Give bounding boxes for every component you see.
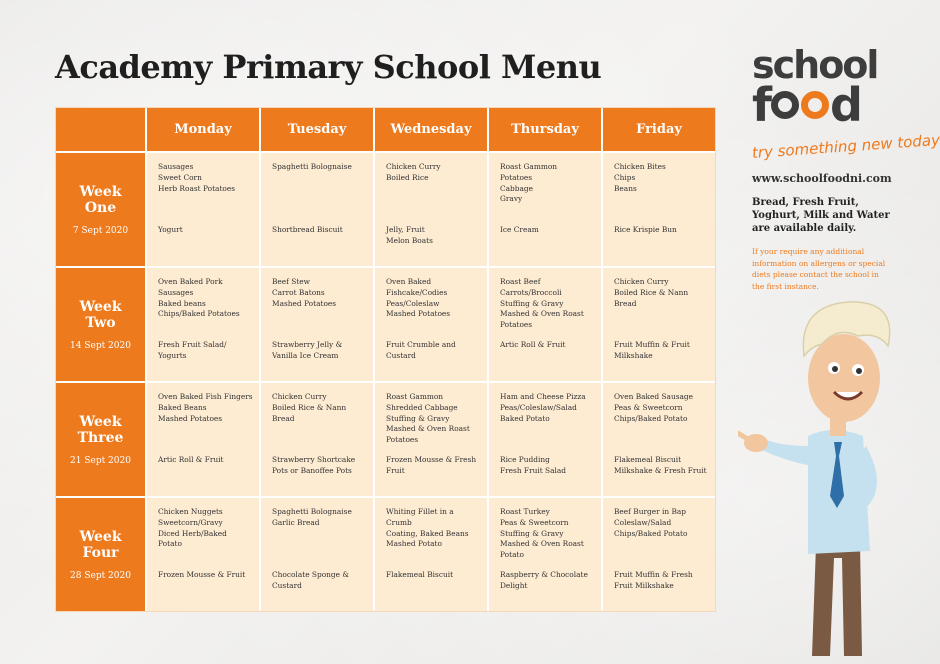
main-course: Oven Baked Sausage Peas & Sweetcorn Chips/Baked Potato <box>614 392 694 423</box>
day-header-thursday: Thursday <box>489 108 601 151</box>
dessert: Artic Roll & Fruit <box>500 340 566 349</box>
dessert: Strawberry Shortcake Pots or Banoffee Pots <box>272 455 356 475</box>
menu-table <box>55 107 716 612</box>
day-header-friday: Friday <box>603 108 715 151</box>
daily-items-note: Bread, Fresh Fruit, Yoghurt, Milk and Water are available daily. <box>752 197 890 234</box>
mascot-trousers <box>812 544 862 656</box>
logo-o-grey <box>771 91 799 119</box>
menu-cell <box>489 498 601 611</box>
website-url: www.schoolfoodni.com <box>752 172 892 185</box>
week-date: 14 Sept 2020 <box>70 340 131 351</box>
dessert: Raspberry & Chocolate Delight <box>500 570 588 590</box>
main-course: Roast Gammon Potatoes Cabbage Gravy <box>500 162 558 204</box>
main-course: Chicken Nuggets Sweetcorn/Gravy Diced Herb/Baked Potato <box>158 507 227 549</box>
dessert: Frozen Mousse & Fruit <box>158 570 246 579</box>
week-name: Week Two <box>79 298 122 331</box>
week-label <box>56 268 145 381</box>
dessert: Frozen Mousse & Fresh Fruit <box>386 455 477 475</box>
dessert: Artic Roll & Fruit <box>158 455 224 464</box>
week-name: Week Four <box>79 528 122 561</box>
main-course: Chicken Bites Chips Beans <box>614 162 666 193</box>
week-name: Week One <box>79 183 122 216</box>
main-course: Whiting Fillet in a Crumb Coating, Baked Beans Mashed Potato <box>386 507 469 549</box>
main-course: Roast Gammon Shredded Cabbage Stuffing & Gravy Mashed & Oven Roast Potatoes <box>386 392 470 445</box>
main-course: Oven Baked Fish Fingers Baked Beans Mashed Potatoes <box>158 392 253 423</box>
logo-word-food <box>752 78 877 132</box>
tagline: try something new today <box>751 130 940 162</box>
main-course: Beef Stew Carrot Batons Mashed Potatoes <box>272 277 337 308</box>
main-course: Chicken Curry Boiled Rice <box>386 162 441 182</box>
week-label <box>56 498 145 611</box>
menu-cell <box>147 383 259 496</box>
menu-cell <box>375 383 487 496</box>
main-course: Sausages Sweet Corn Herb Roast Potatoes <box>158 162 236 193</box>
menu-cell <box>489 153 601 266</box>
table-corner <box>56 108 145 151</box>
menu-cell <box>261 383 373 496</box>
day-header-monday: Monday <box>147 108 259 151</box>
menu-cell <box>147 498 259 611</box>
week-date: 21 Sept 2020 <box>70 455 131 466</box>
dessert: Jelly, Fruit Melon Boats <box>386 225 433 245</box>
main-course: Oven Baked Fishcake/Codies Peas/Coleslaw Mashed Potatoes <box>386 277 451 319</box>
dessert: Yogurt <box>158 225 183 234</box>
logo-letter-d: d <box>830 78 861 132</box>
logo-word-school: school <box>752 43 878 87</box>
menu-cell <box>603 383 715 496</box>
dessert: Shortbread Biscuit <box>272 225 343 234</box>
menu-cell <box>375 153 487 266</box>
week-date: 7 Sept 2020 <box>72 225 129 236</box>
day-header-tuesday: Tuesday <box>261 108 373 151</box>
menu-cell <box>261 268 373 381</box>
main-course: Spaghetti Bolognaise Garlic Bread <box>272 507 352 527</box>
menu-cell <box>603 498 715 611</box>
logo-letter-f: f <box>752 78 771 132</box>
main-course: Beef Burger in Bap Coleslaw/Salad Chips/Baked Potato <box>614 507 688 538</box>
dessert: Chocolate Sponge & Custard <box>272 570 349 590</box>
menu-cell <box>375 498 487 611</box>
dessert: Rice Pudding Fresh Fruit Salad <box>500 455 567 475</box>
main-course: Ham and Cheese Pizza Peas/Coleslaw/Salad Baked Potato <box>500 392 586 423</box>
menu-cell <box>603 268 715 381</box>
menu-cell <box>603 153 715 266</box>
dessert: Fruit Muffin & Fresh Fruit Milkshake <box>614 570 693 590</box>
main-course: Roast Beef Carrots/Broccoli Stuffing & Gravy Mashed & Oven Roast Potatoes <box>500 277 584 330</box>
menu-cell <box>147 268 259 381</box>
week-name: Week Three <box>77 413 124 446</box>
week-date: 28 Sept 2020 <box>70 570 131 581</box>
main-course: Roast Turkey Peas & Sweetcorn Stuffing & Gravy Mashed & Oven Roast Potato <box>500 507 584 560</box>
menu-cell <box>261 153 373 266</box>
dessert: Fruit Muffin & Fruit Milkshake <box>614 340 690 360</box>
menu-cell <box>147 153 259 266</box>
dessert: Ice Cream <box>500 225 539 234</box>
dessert: Strawberry Jelly & Vanilla Ice Cream <box>272 340 343 360</box>
menu-cell <box>375 268 487 381</box>
day-header-wednesday: Wednesday <box>375 108 487 151</box>
logo-o-orange <box>801 91 829 119</box>
dessert: Flakemeal Biscuit <box>386 570 454 579</box>
dessert: Flakemeal Biscuit Milkshake & Fresh Fruit <box>614 455 707 475</box>
main-course: Spaghetti Bolognaise <box>272 162 352 171</box>
school-food-logo <box>752 43 878 132</box>
menu-cell <box>261 498 373 611</box>
menu-cell <box>489 383 601 496</box>
page-title: Academy Primary School Menu <box>55 48 602 86</box>
week-label <box>56 383 145 496</box>
dessert: Fruit Crumble and Custard <box>386 340 456 360</box>
week-label <box>56 153 145 266</box>
dessert: Fresh Fruit Salad/ Yogurts <box>158 340 227 360</box>
mascot-head <box>808 334 880 422</box>
mascot-illustration <box>738 296 908 664</box>
menu-cell <box>489 268 601 381</box>
dessert: Rice Krispie Bun <box>614 225 677 234</box>
main-course: Chicken Curry Boiled Rice & Nann Bread <box>272 392 347 423</box>
main-course: Oven Baked Pork Sausages Baked beans Chips/Baked Potatoes <box>158 277 240 319</box>
main-course: Chicken Curry Boiled Rice & Nann Bread <box>614 277 689 308</box>
allergen-note: If your require any additional information on allergens or special diets please contact the school in the first instance. <box>752 247 886 291</box>
